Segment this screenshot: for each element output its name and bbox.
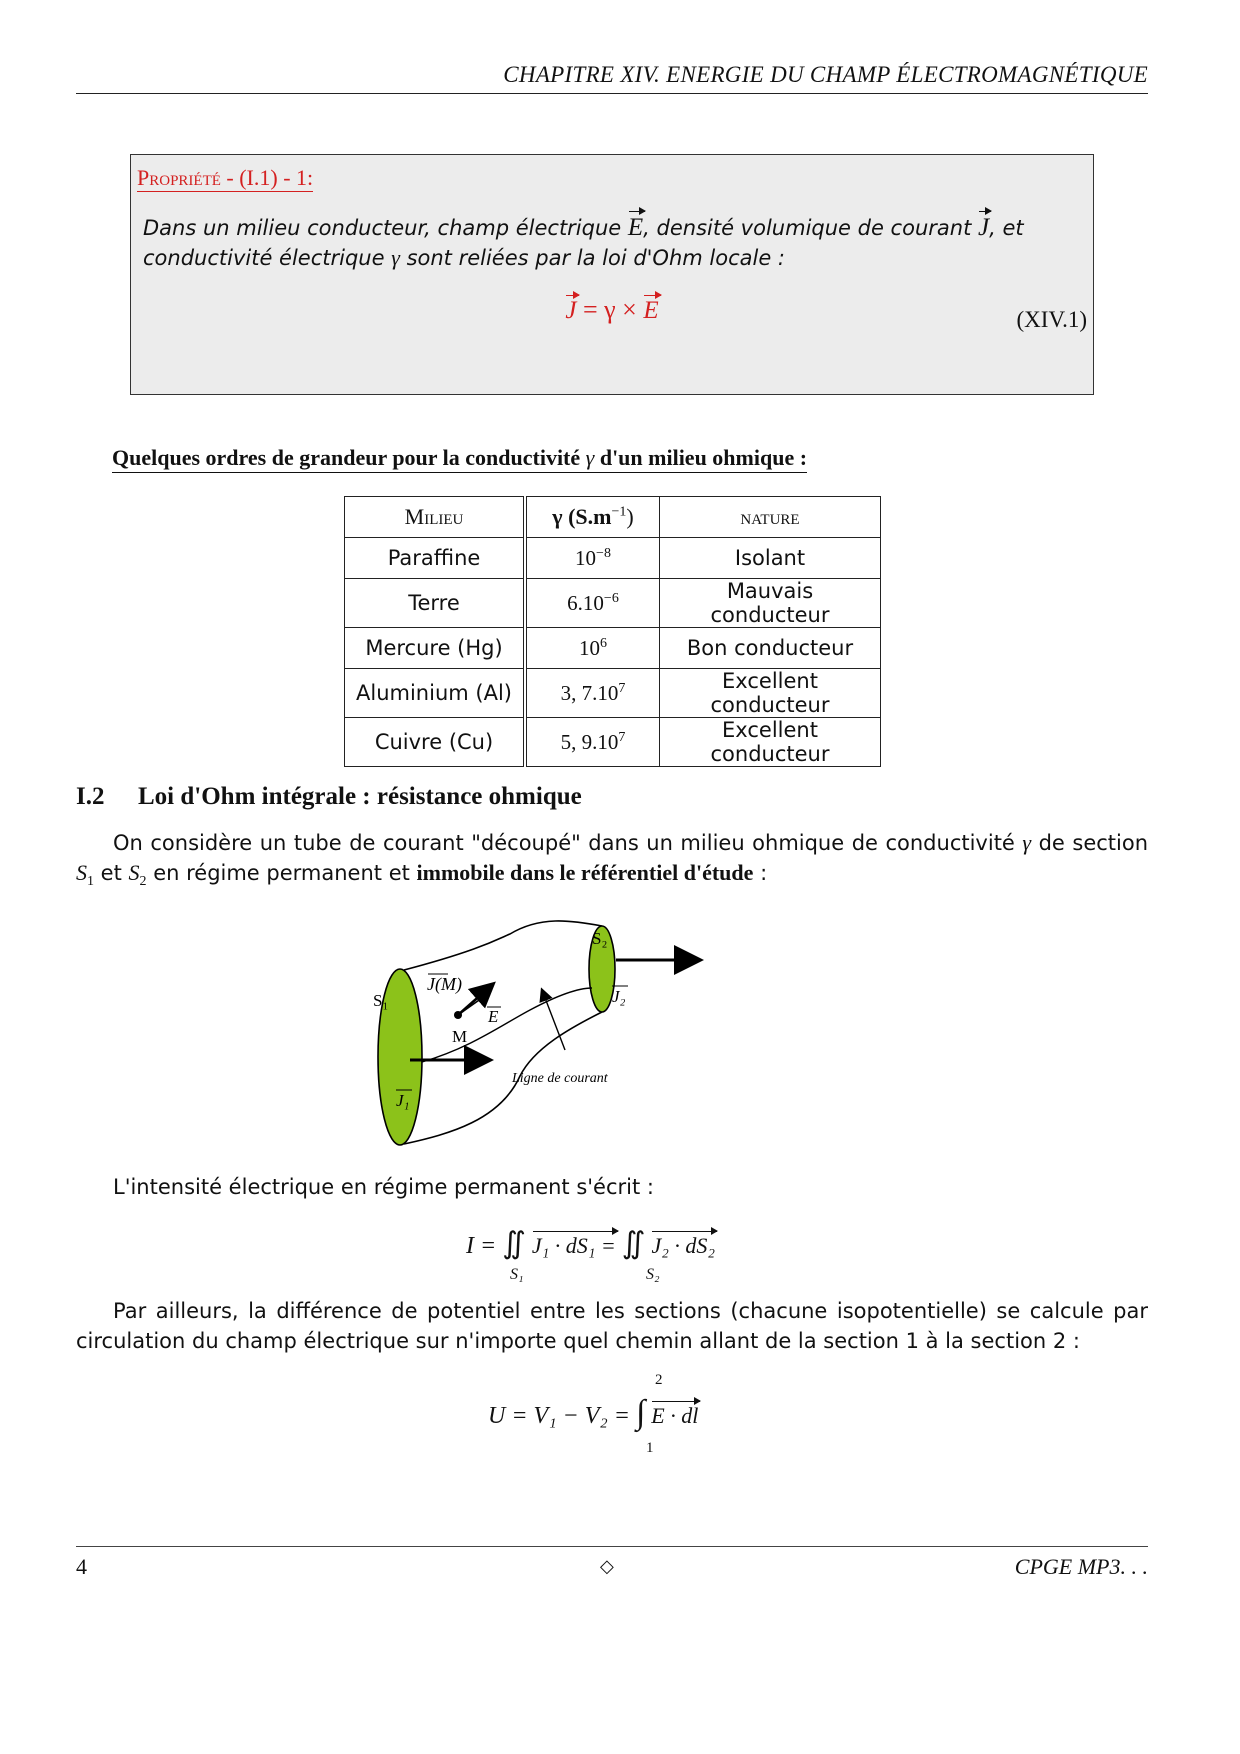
value-exponent: −6 (603, 590, 619, 606)
cell-gamma (525, 628, 660, 669)
table-row (345, 628, 881, 669)
cell-nature: Bon conducteur (660, 628, 881, 669)
value-exponent: 7 (618, 729, 626, 745)
label-s2: S₂ (592, 929, 608, 948)
double-integral-sign: ∬ (502, 1227, 526, 1260)
footer-class-label: CPGE MP3. . . (1014, 1554, 1148, 1579)
property-text-part: , et conductivité électrique (143, 216, 1024, 270)
value-exponent: 6 (600, 635, 607, 651)
cell-gamma (525, 538, 660, 579)
label-s1: S₁ (373, 991, 389, 1010)
equation-number: (XIV.1) (1016, 307, 1087, 332)
cell-nature: Isolant (660, 538, 881, 579)
paragraph-text: On considère un tube de courant "découpé" dans un milieu ohmique de conductivité (113, 831, 1023, 855)
cell-milieu: Mercure (Hg) (345, 628, 526, 669)
section-number: I.2 (76, 783, 105, 810)
gamma-symbol: γ (391, 245, 400, 270)
label-current-line: Ligne de courant (512, 1071, 608, 1086)
current-tube-figure (370, 898, 750, 1154)
emphasis-text: immobile dans le référentiel d'étude (416, 860, 754, 885)
value-exponent: −8 (596, 545, 611, 561)
unit-exponent: −1 (611, 504, 627, 520)
value-base: 10 (575, 545, 597, 570)
subscript: 2 (139, 874, 147, 890)
label-e: E (488, 1007, 499, 1026)
table-row (345, 718, 881, 767)
double-integral-sign: ∬ (621, 1227, 646, 1260)
ohm-law-equation (131, 295, 1093, 325)
value-base: 6.10 (567, 590, 604, 615)
property-title: Propriété - (I.1) - 1: (137, 165, 314, 190)
potential-equation (488, 1394, 698, 1432)
paragraph-text: L'intensité électrique en régime permanent s'écrit : (113, 1175, 654, 1199)
table-row (345, 579, 881, 628)
paragraph-text: et (94, 861, 129, 885)
section-symbol-s2: S (128, 860, 140, 885)
property-box (130, 154, 1094, 395)
intensity-equation (466, 1226, 715, 1261)
property-text-part: , densité volumique de courant (643, 216, 978, 240)
cell-milieu: Terre (345, 579, 526, 628)
cell-milieu: Aluminium (Al) (345, 669, 526, 718)
value-base: 10 (579, 635, 600, 660)
footer-diamond-icon: ◇ (600, 1556, 614, 1577)
e-arrow (458, 998, 482, 1015)
eq-lhs: U = V₁ − V₂ = (488, 1403, 630, 1429)
cell-gamma (525, 579, 660, 628)
running-header: CHAPITRE XIV. ENERGIE DU CHAMP ÉLECTROMAGNÉTIQUE (503, 62, 1148, 87)
table-header-row (345, 497, 881, 538)
value-base: 5, 9.10 (560, 729, 619, 754)
cell-gamma (525, 718, 660, 767)
label-j2: J₂ (612, 987, 626, 1006)
section-heading (76, 783, 582, 811)
current-line-path (422, 988, 592, 1062)
column-header-milieu: Milieu (345, 497, 526, 538)
eq-lhs: I = (466, 1233, 497, 1259)
orders-heading (112, 444, 807, 473)
cell-nature: Mauvais conducteur (660, 579, 881, 628)
label-m: M (452, 1027, 468, 1046)
paragraph-tube (76, 828, 1148, 897)
cell-milieu: Paraffine (345, 538, 526, 579)
column-header-nature: nature (660, 497, 881, 538)
paragraph-text: Par ailleurs, la différence de potentiel entre les sections (chacune isopotentielle) se calcule par circulation du champ électrique sur n'importe quel chemin allant de la section 1 à la section 2 : (76, 1299, 1148, 1353)
eq-term-2: J₂ · dS₂ (651, 1233, 716, 1258)
paragraph-text: de section (1031, 831, 1149, 855)
vector-j-symbol: J (977, 214, 990, 241)
page-number: 4 (76, 1554, 87, 1579)
header-rule (76, 93, 1148, 94)
orders-heading-text: d'un milieu ohmique : (594, 445, 808, 470)
eq-term: E · dl (651, 1403, 699, 1428)
paragraph-text: en régime permanent et (146, 861, 417, 885)
gamma-unit-label: γ (S.m (552, 504, 612, 529)
paragraph-potential (76, 1296, 1148, 1356)
footer-rule (76, 1546, 1148, 1547)
integral-lower-bound: 1 (646, 1440, 654, 1456)
vector-e-symbol: E (627, 214, 644, 241)
integral-subscript-s2: S₂ (646, 1266, 660, 1283)
paragraph-text: : (753, 861, 768, 885)
vector-j-symbol: J (565, 297, 577, 324)
gamma-symbol: γ (585, 445, 595, 470)
label-j1: J₁ (396, 1091, 410, 1110)
table-row (345, 669, 881, 718)
cell-nature: Excellent conducteur (660, 669, 881, 718)
value-base: 3, 7.10 (560, 680, 619, 705)
property-text-part: Dans un milieu conducteur, champ électrique (143, 216, 628, 240)
table-row (345, 538, 881, 579)
section-title: Loi d'Ohm intégrale : résistance ohmique (138, 783, 582, 810)
cell-gamma (525, 669, 660, 718)
cell-nature: Excellent conducteur (660, 718, 881, 767)
integral-sign: ∫ (635, 1394, 646, 1431)
integral-upper-bound: 2 (655, 1372, 663, 1388)
integral-subscript-s1: S₁ (510, 1266, 524, 1283)
orders-heading-text: Quelques ordres de grandeur pour la conductivité (112, 445, 586, 470)
value-exponent: 7 (618, 680, 626, 696)
conductivity-table (344, 496, 881, 767)
eq-term-1: J₁ · dS₁ = (531, 1233, 616, 1258)
paragraph-intensity (76, 1172, 1148, 1202)
column-header-gamma (525, 497, 660, 538)
tube-top-edge (404, 921, 602, 970)
equation-operator: = γ × (576, 295, 644, 324)
unit-close: ) (626, 504, 634, 529)
gamma-symbol: γ (1022, 830, 1032, 855)
label-jm: J(M) (427, 974, 462, 994)
section-symbol-s1: S (76, 860, 87, 885)
subscript: 1 (87, 874, 94, 890)
property-text-part: sont reliées par la loi d'Ohm locale : (399, 246, 786, 270)
vector-e-symbol: E (643, 297, 659, 324)
property-text (143, 213, 1087, 273)
cell-milieu: Cuivre (Cu) (345, 718, 526, 767)
